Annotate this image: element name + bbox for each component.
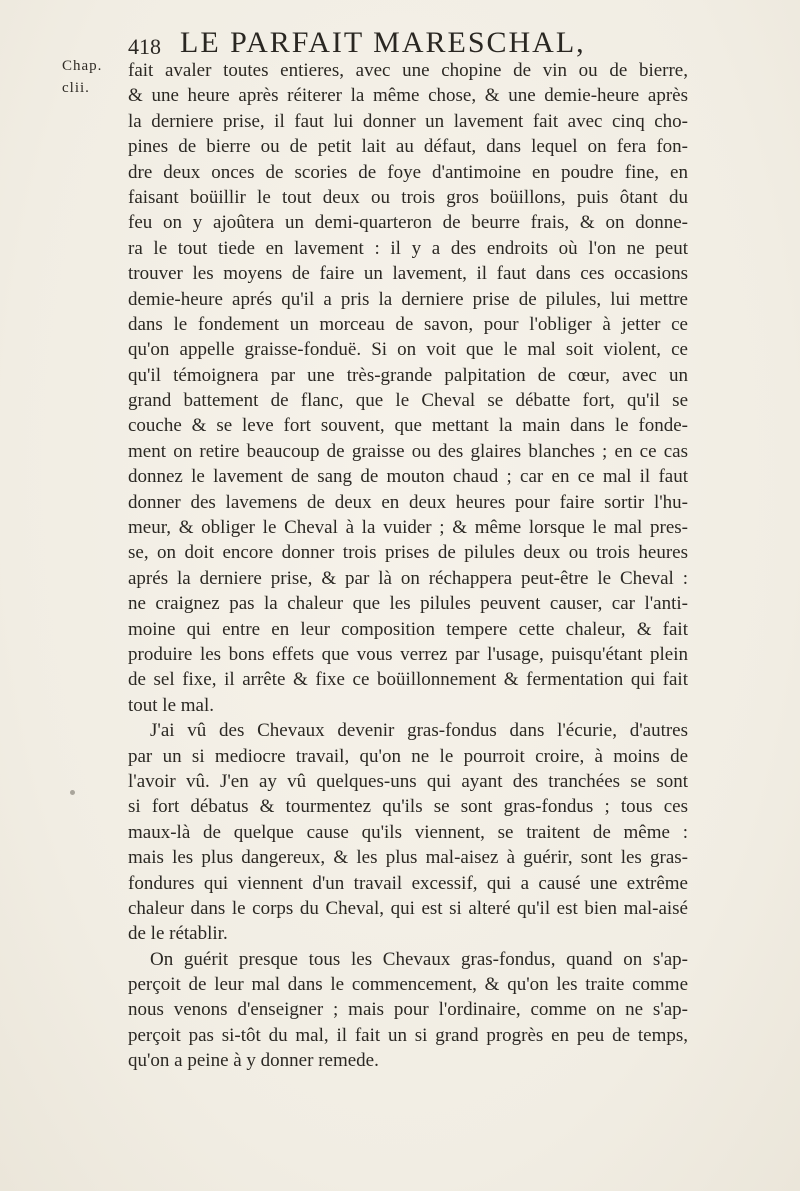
text-line: moine qui entre en leur composition tempere cette chaleur, & fait bbox=[128, 618, 688, 640]
ink-blot-mark bbox=[70, 790, 75, 795]
text-line: pines de bierre ou de petit lait au défaut, dans lequel on fera fon- bbox=[128, 136, 688, 158]
text-line: aprés la derniere prise, & par là on réchappera peut-être le Cheval : bbox=[128, 567, 688, 589]
paragraph-start-line: On guérit presque tous les Chevaux gras-fondus, quand on s'ap- bbox=[150, 948, 688, 970]
page-header bbox=[128, 26, 688, 60]
text-line: couche & se leve fort souvent, que mettant la main dans le fonde- bbox=[128, 415, 688, 437]
margin-chapter-number: clii. bbox=[62, 80, 90, 96]
text-line: feu on y ajoûtera un demi-quarteron de beurre frais, & on donne- bbox=[128, 212, 688, 234]
text-line: perçoit pas si-tôt du mal, il fait un si grand progrès en peu de temps, bbox=[128, 1024, 688, 1046]
text-line: ment on retire beaucoup de graisse ou des glaires blanches ; en ce cas bbox=[128, 440, 688, 462]
body-text bbox=[128, 58, 688, 1074]
page-number: 418 bbox=[128, 34, 161, 59]
text-line: mais les plus dangereux, & les plus mal-aisez à guérir, sont les gras- bbox=[128, 847, 688, 869]
text-line: meur, & obliger le Cheval à la vuider ; & même lorsque le mal pres- bbox=[128, 517, 688, 539]
text-line: se, on doit encore donner trois prises de pilules deux ou trois heures bbox=[128, 542, 688, 564]
paragraph-end-line: tout le mal. bbox=[128, 694, 215, 716]
text-line: l'avoir vû. J'en ay vû quelques-uns qui ayant des tranchées se sont bbox=[128, 770, 688, 792]
margin-chapter-note bbox=[62, 55, 122, 99]
text-line: fondures qui viennent d'un travail excessif, qui a causé une extrême bbox=[128, 872, 688, 894]
text-line: fait avaler toutes entieres, avec une chopine de vin ou de bierre, bbox=[128, 60, 688, 81]
running-title: LE PARFAIT MARESCHAL, bbox=[180, 26, 586, 59]
text-line: trouver les moyens de faire un lavement, il faut dans ces occasions bbox=[128, 263, 688, 285]
text-line: nous venons d'enseigner ; mais pour l'ordinaire, comme on ne s'ap- bbox=[128, 999, 688, 1021]
text-line: faisant boüillir le tout deux ou trois gros boüillons, puis ôtant du bbox=[128, 186, 688, 208]
paragraph-start-line: J'ai vû des Chevaux devenir gras-fondus dans l'écurie, d'autres bbox=[150, 720, 688, 742]
text-line: si fort débatus & tourmentez qu'ils se sont gras-fondus ; tous ces bbox=[128, 796, 688, 818]
paragraph-end-line: qu'on a peine à y donner remede. bbox=[128, 1050, 379, 1072]
text-line: chaleur dans le corps du Cheval, qui est si alteré qu'il est bien mal-aisé bbox=[128, 897, 688, 919]
text-line: la derniere prise, il faut lui donner un lavement fait avec cinq cho- bbox=[128, 110, 688, 132]
text-line: perçoit de leur mal dans le commencement, & qu'on les traite comme bbox=[128, 974, 688, 996]
text-line: qu'il témoignera par une très-grande palpitation de cœur, avec un bbox=[128, 364, 688, 386]
text-line: dre deux onces de scories de foye d'antimoine en poudre fine, en bbox=[128, 161, 688, 183]
text-line: grand battement de flanc, que le Cheval se débatte fort, qu'il se bbox=[128, 390, 688, 412]
text-line: produire les bons effets que vous verrez par l'usage, puisqu'étant plein bbox=[128, 643, 688, 665]
text-line: demie-heure aprés qu'il a pris la derniere prise de pilules, lui mettre bbox=[128, 288, 688, 310]
text-line: donnez le lavement de sang de mouton chaud ; car en ce mal il faut bbox=[128, 466, 688, 488]
text-line: par un si mediocre travail, qu'on ne le pourroit croire, à moins de bbox=[128, 745, 688, 767]
margin-chapter-label: Chap. bbox=[62, 58, 103, 74]
text-line: ra le tout tiede en lavement : il y a des endroits où l'on ne peut bbox=[128, 237, 688, 259]
text-line: ne craignez pas la chaleur que les pilules peuvent causer, car l'anti- bbox=[128, 593, 688, 615]
text-line: qu'on appelle graisse-fonduë. Si on voit que le mal soit violent, ce bbox=[128, 339, 688, 361]
paragraph-end-line: de le rétablir. bbox=[128, 923, 228, 945]
text-line: dans le fondement un morceau de savon, pour l'obliger à jetter ce bbox=[128, 313, 688, 335]
text-line: donner des lavemens de deux en deux heures pour faire sortir l'hu- bbox=[128, 491, 688, 513]
text-line: de sel fixe, il arrête & fixe ce boüillonnement & fermentation qui fait bbox=[128, 669, 688, 691]
text-line: & une heure après réiterer la même chose, & une demie-heure après bbox=[128, 85, 688, 107]
text-line: maux-là de quelque cause qu'ils viennent, se traitent de même : bbox=[128, 821, 688, 843]
